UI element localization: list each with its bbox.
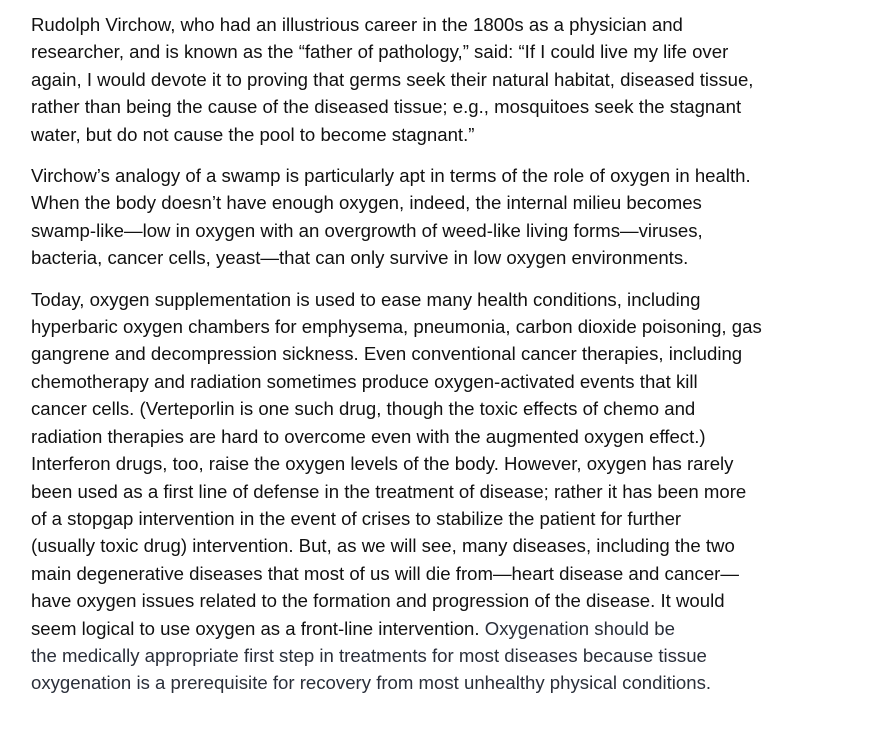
text-line: main degenerative diseases that most of us will die from—heart disease and cancer— <box>31 562 739 584</box>
text-line: Interferon drugs, too, raise the oxygen levels of the body. However, oxygen has rarely <box>31 453 734 475</box>
text-line: rather than being the cause of the diseased tissue; e.g., mosquitoes seek the stagnant <box>31 96 742 118</box>
text-line: Virchow’s analogy of a swamp is particularly apt in terms of the role of oxygen in health. <box>31 165 751 187</box>
text-line: Rudolph Virchow, who had an illustrious career in the 1800s as a physician and <box>31 14 683 35</box>
text-line-head: seem logical to use oxygen as a front-line intervention. <box>31 617 480 639</box>
text-line: researcher, and is known as the “father of pathology,” said: “If I could live my life over <box>31 41 729 63</box>
text-line: been used as a first line of defense in the treatment of disease; rather it has been more <box>31 480 747 502</box>
document-page <box>31 11 871 697</box>
text-line: have oxygen issues related to the formation and progression of the disease. It would <box>31 590 725 612</box>
text-line: of a stopgap intervention in the event of crises to stabilize the patient for further <box>31 507 682 529</box>
paragraph-virchow-quote <box>31 11 871 148</box>
text-line: bacteria, cancer cells, yeast—that can only survive in low oxygen environments. <box>31 247 689 269</box>
text-line: again, I would devote it to proving that germs seek their natural habitat, diseased tissue, <box>31 68 754 90</box>
text-line: When the body doesn’t have enough oxygen, indeed, the internal milieu becomes <box>31 192 702 214</box>
text-line-tail: Oxygenation should be <box>479 617 675 639</box>
text-line: radiation therapies are hard to overcome even with the augmented oxygen effect.) <box>31 425 706 447</box>
text-line-with-tail <box>31 615 871 642</box>
text-line: cancer cells. (Verteporlin is one such drug, though the toxic effects of chemo and <box>31 398 696 420</box>
text-line: the medically appropriate first step in treatments for most diseases because tissue <box>31 644 707 666</box>
paragraph-swamp-analogy <box>31 162 871 272</box>
text-line: water, but do not cause the pool to become stagnant.” <box>31 123 475 145</box>
text-line: hyperbaric oxygen chambers for emphysema, pneumonia, carbon dioxide poisoning, gas <box>31 316 762 338</box>
text-line: swamp-like—low in oxygen with an overgrowth of weed-like living forms—viruses, <box>31 219 703 241</box>
text-line: gangrene and decompression sickness. Even conventional cancer therapies, including <box>31 343 743 365</box>
paragraph-oxygen-supplementation <box>31 286 871 697</box>
text-line: (usually toxic drug) intervention. But, as we will see, many diseases, including the two <box>31 535 735 557</box>
text-line: oxygenation is a prerequisite for recovery from most unhealthy physical conditions. <box>31 672 712 694</box>
text-line: chemotherapy and radiation sometimes produce oxygen-activated events that kill <box>31 370 698 392</box>
text-line: Today, oxygen supplementation is used to ease many health conditions, including <box>31 288 701 310</box>
